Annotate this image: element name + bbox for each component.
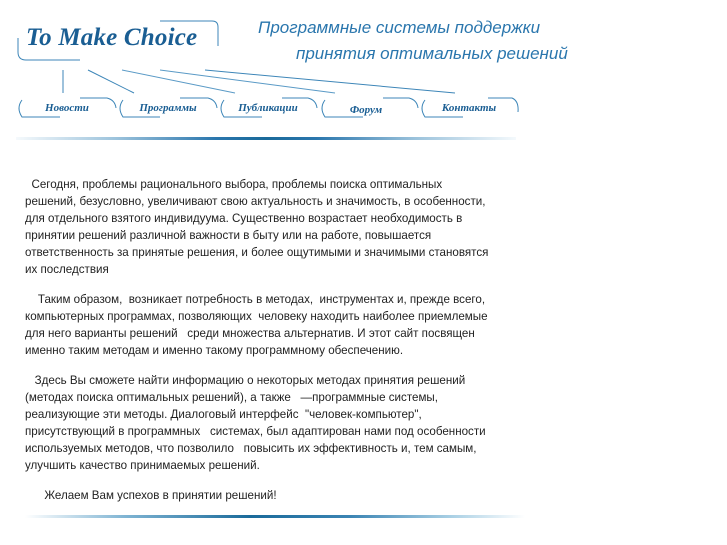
text-line: компьютерных программах, позволяющих человеку находить наиболее приемлемые bbox=[25, 310, 488, 323]
nav-item-programs[interactable]: Программы bbox=[139, 102, 197, 114]
nav-item-contacts[interactable]: Контакты bbox=[441, 102, 497, 114]
text-line: для него варианты решений среди множества альтернатив. И этот сайт посвящен bbox=[25, 327, 475, 340]
closing-paragraph bbox=[25, 487, 555, 504]
text-line: используемых методов, что позволило повысить их эффективность и, тем самым, bbox=[25, 442, 477, 455]
nav-item-forum[interactable]: Форум bbox=[349, 104, 383, 116]
text-line: именно таким методам и именно такому программному обеспечению. bbox=[25, 344, 404, 357]
intro-paragraph bbox=[25, 176, 555, 278]
text-line: реализующие эти методы. Диалоговый интерфейс "человек-компьютер", bbox=[25, 408, 422, 421]
text-line: Таким образом, возникает потребность в методах, инструментах и, прежде всего, bbox=[25, 293, 486, 306]
logo-text: To Make Choice bbox=[26, 24, 198, 51]
text-line: принятии решений различной важности в быту или на работе, повышается bbox=[25, 229, 432, 242]
text-line: присутствующий в программных системах, был адаптирован нами под особенности bbox=[25, 425, 486, 438]
text-line: Желаем Вам успехов в принятии решений! bbox=[25, 489, 277, 502]
footer-divider bbox=[25, 515, 525, 518]
text-line: ответственность за принятые решения, и более ощутимыми и значимыми становятся bbox=[25, 246, 489, 259]
text-line: Здесь Вы сможете найти информацию о некоторых методах принятия решений bbox=[25, 374, 466, 387]
header-divider-right bbox=[266, 137, 516, 140]
text-line: (методах поиска оптимальных решений), а также —программные системы, bbox=[25, 391, 438, 404]
tagline-line1: Программные системы поддержки bbox=[258, 18, 541, 37]
nav-item-publications[interactable]: Публикации bbox=[238, 102, 298, 114]
info-paragraph bbox=[25, 372, 555, 474]
text-line: решений, безусловно, увеличивают свою актуальность и значимость, в особенности, bbox=[25, 195, 486, 208]
nav-item-news[interactable]: Новости bbox=[45, 102, 89, 114]
text-line: улучшить качество принимаемых решений. bbox=[25, 459, 260, 472]
text-line: Сегодня, проблемы рационального выбора, проблемы поиска оптимальных bbox=[25, 178, 443, 191]
text-line: их последствия bbox=[25, 263, 109, 276]
need-paragraph bbox=[25, 291, 555, 359]
tagline-line2: принятия оптимальных решений bbox=[296, 44, 568, 63]
logo[interactable] bbox=[16, 20, 218, 60]
header-divider-left bbox=[16, 137, 266, 140]
text-line: для отдельного взятого индивидуума. Существенно возрастает необходимость в bbox=[25, 212, 463, 225]
main-content bbox=[25, 176, 555, 517]
